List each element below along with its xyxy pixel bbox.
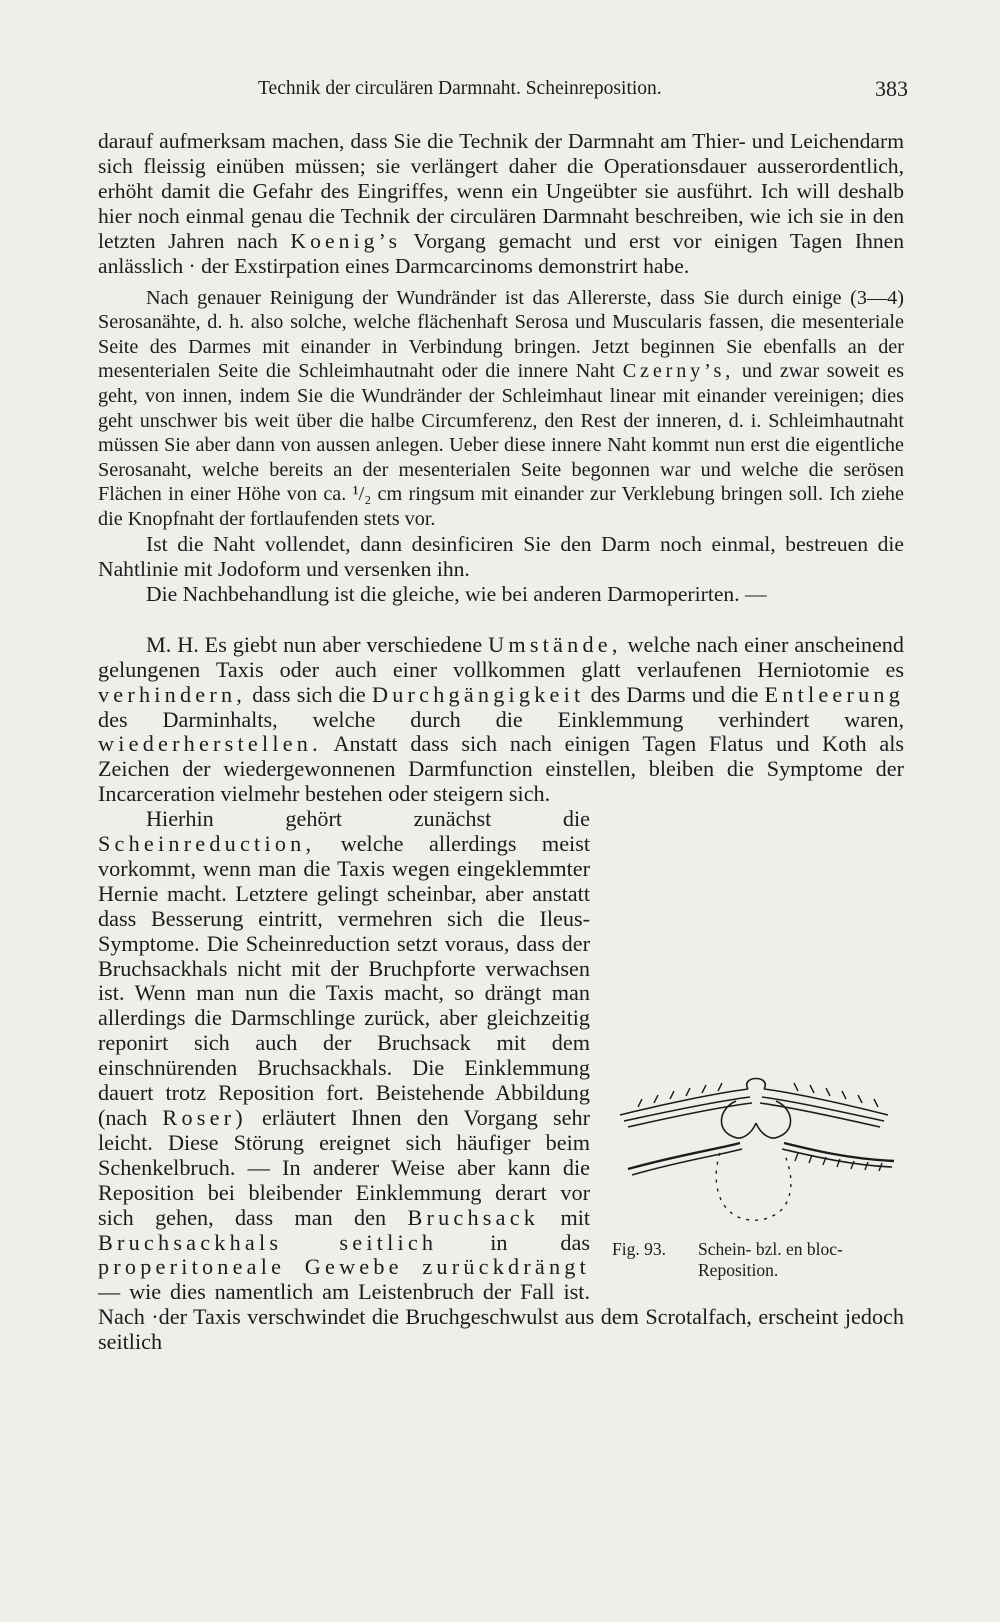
emphasis: Umstände, (488, 631, 622, 657)
p2-end: und zwar soweit es geht, von innen, indem Sie die Wundränder der Schleimhaut linear mit einander vereinigen; dies geht unschwer bis weit über die halbe Circumferenz, den Rest der inneren, d. i. Schleimhautnaht müssen Sie aber dann von aussen anlegen. Ueber diese innere Naht kommt nun erst die eigentliche Serosanaht, welche bereits an der mesenterialen Seite begonnen war und welche die serösen Flächen in einer Höhe von ca. ¹/₂ cm ringsum mit einander zur Verklebung bringen soll. Ich ziehe die Knopfnaht der fortlaufenden stets vor. (98, 360, 905, 530)
emphasis: wiederherstellen. (98, 731, 322, 757)
page-header (258, 74, 908, 106)
paragraph-2 (98, 286, 904, 532)
emphasis: Durchgängigkeit (371, 681, 585, 707)
text: welche nach einer anscheinend gelungenen Taxis oder auch einer vollkommen glatt verlaufenen Herniotomie es (98, 631, 904, 682)
text: welche allerdings meist vorkommt, wenn man die Taxis wegen eingeklemmter Hernie macht. Letztere gelingt scheinbar, aber anstatt dass Besserung eintritt, vermehren sich die Ileus-Symptome. Die Scheinreduction setzt voraus, dass der Bruchsackhals nicht mit der Bruchpforte verwachsen ist. Wenn man nun die Taxis macht, so drängt man allerdings die Darmschlinge zurück, aber gleichzeitig reponirt sich auch der Bruchsack mit dem einschnürenden Bruchsackhals. Die Einklemmung dauert trotz Reposition fort. Beistehende Abbildung (nach (98, 831, 591, 1130)
author-name: Czerny’s, (622, 360, 735, 383)
hernia-illustration (608, 1057, 904, 1237)
text: M. H. Es giebt nun aber verschiedene (146, 631, 483, 657)
emphasis: verhindern, (98, 681, 247, 707)
emphasis: properitoneale Gewebe zurückdrängt (98, 1254, 590, 1280)
text: des Darminhalts, welche durch die Einklemmung verhindert waren, (98, 706, 904, 732)
paragraph-5 (98, 633, 904, 807)
text: erläutert Ihnen den Vorgang sehr leicht. Diese Störung ereignet sich häufiger beim Schenkelbruch. — In anderer Weise aber kann die Reposition bei bleibender Einklemmung derart vor sich gehen, dass man den (98, 1105, 590, 1230)
text: Anstatt dass sich nach einigen Tagen Flatus und Koth als Zeichen der wiedergewonnenen Darmfunction einstellen, bleiben die Symptome der Incarceration vielmehr bestehen oder steigern sich. (98, 731, 905, 807)
text: — wie dies namentlich am Leistenbruch der Fall ist. Nach ·der Taxis verschwindet die Bruchgeschwulst aus dem Scrotalfach, erscheint jedoch seitlich (98, 1279, 904, 1355)
text: dass sich die (252, 681, 366, 707)
running-title: Technik der circulären Darmnaht. Scheinreposition. (258, 78, 662, 99)
p1-text: darauf aufmerksam machen, dass Sie die Technik der Darmnaht am Thier- und Leichendarm sich fleissig einüben müssen; sie verlängert daher die Operationsdauer ausserordentlich, erhöht damit die Gefahr des Eingriffes, wenn ein Ungeübter sie ausführt. Ich will deshalb hier noch einmal genau die Technik der circulären Darmnaht beschreiben, wie ich sie in den letzten Jahren nach (98, 129, 904, 254)
paragraph-1 (98, 129, 904, 280)
text: in das (490, 1229, 591, 1255)
emphasis: Scheinreduction, (98, 831, 316, 857)
emphasis: Bruchsack (407, 1204, 540, 1230)
author-name: Roser) (162, 1105, 247, 1130)
text: des Darms und die (590, 681, 759, 707)
paragraph-6-block (98, 807, 904, 1355)
section-gap (98, 607, 904, 633)
text: Hierhin gehört zunächst die (146, 806, 590, 832)
figure-93 (608, 1057, 904, 1285)
page-number: 383 (875, 76, 908, 101)
emphasis: Entleerung (764, 681, 905, 707)
p1-end: Vorgang gemacht und erst vor einigen Tagen Ihnen anlässlich · der Exstirpation eines Darmcarcinoms demonstrirt habe. (98, 229, 905, 279)
paragraph-4: Die Nachbehandlung ist die gleiche, wie bei anderen Darmoperirten. — (146, 581, 767, 606)
page-body (98, 129, 904, 1355)
emphasis: Bruchsackhals seitlich (98, 1229, 438, 1255)
text: mit (560, 1204, 591, 1230)
paragraph-3: Ist die Naht vollendet, dann desinficiren Sie den Darm noch einmal, bestreuen die Nahtlinie mit Jodoform und versenken ihn. (98, 531, 904, 581)
figure-number: Fig. 93. (612, 1239, 666, 1260)
author-name: Koenig’s (290, 229, 402, 254)
p2-text: Nach genauer Reinigung der Wundränder ist das Allererste, dass Sie durch einige (3—4) Serosanähte, d. h. also solche, welche flächenhaft Serosa und Muscularis fassen, die mesenteriale Seite des Darmes mit einander in Verbindung bringen. Jetzt beginnen Sie ebenfalls an der mesenterialen Seite die Schleimhautnaht oder die innere Naht (98, 286, 904, 383)
figure-caption (612, 1239, 904, 1281)
figure-caption-text: Schein- bzl. en bloc-Reposition. (698, 1239, 843, 1281)
